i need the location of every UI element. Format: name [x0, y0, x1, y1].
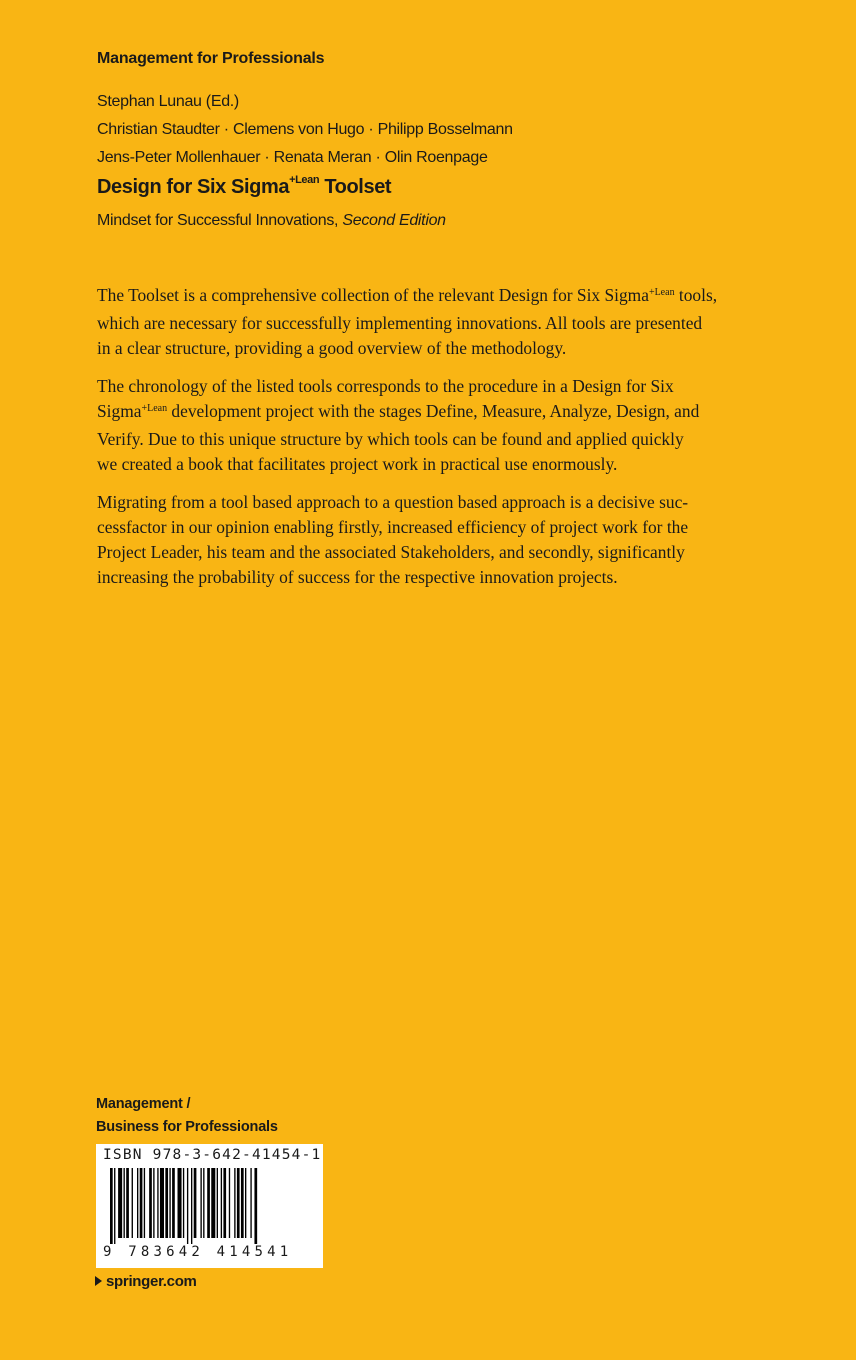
- category-line-2: Business for Professionals: [96, 1119, 278, 1135]
- blurb-paragraph-1: [97, 283, 769, 361]
- barcode-bar: [169, 1168, 170, 1238]
- barcode-bar: [153, 1168, 154, 1238]
- barcode-bar: [160, 1168, 164, 1238]
- barcode-bar: [200, 1168, 201, 1238]
- barcode-bar: [165, 1168, 168, 1238]
- barcode-bar: [254, 1168, 257, 1244]
- barcode-bar: [207, 1168, 210, 1238]
- barcode-bar: [157, 1168, 158, 1238]
- blurb-line: in a clear structure, providing a good overview of the methodology.: [97, 338, 567, 358]
- isbn-label: ISBN 978-3-642-41454-1: [103, 1147, 322, 1163]
- barcode-bar: [203, 1168, 204, 1238]
- blurb-line: Project Leader, his team and the associated Stakeholders, and secondly, significantly: [97, 542, 685, 562]
- barcode-bar: [211, 1168, 215, 1238]
- blurb-paragraph-2: [97, 374, 769, 477]
- barcode-digits: 9 783642 414541: [103, 1244, 293, 1260]
- barcode-bar: [237, 1168, 240, 1238]
- barcode-bar: [172, 1168, 175, 1238]
- isbn-barcode: [96, 1144, 323, 1268]
- barcode-bar: [245, 1168, 246, 1238]
- barcode-bar: [223, 1168, 226, 1238]
- blurb-line: Migrating from a tool based approach to a question based approach is a decisive suc-: [97, 492, 689, 512]
- barcode-bar: [110, 1168, 113, 1244]
- barcode-bar: [241, 1168, 244, 1238]
- authors-line-1: Christian Staudter · Clemens von Hugo · Philipp Bosselmann: [97, 121, 513, 138]
- barcode-bar: [250, 1168, 251, 1238]
- publisher-website[interactable]: [95, 1273, 197, 1290]
- book-subtitle: [97, 212, 446, 230]
- subtitle-edition: Second Edition: [342, 212, 446, 229]
- barcode-bars: [110, 1168, 310, 1244]
- website-text: springer.com: [106, 1273, 197, 1290]
- barcode-bar: [124, 1168, 125, 1238]
- blurb-line: which are necessary for successfully implementing innovations. All tools are presented: [97, 313, 703, 333]
- barcode-bar: [144, 1168, 145, 1238]
- blurb-line: cessfactor in our opinion enabling firstly, increased efficiency of project work for the: [97, 517, 689, 537]
- editor-name: Stephan Lunau (Ed.): [97, 93, 239, 110]
- blurb-text-run: development project with the stages Define, Measure, Analyze, Design, and: [167, 401, 700, 421]
- barcode-bar: [149, 1168, 152, 1238]
- subtitle-text: Mindset for Successful Innovations,: [97, 212, 339, 229]
- barcode-bar: [114, 1168, 115, 1244]
- blurb-line: The chronology of the listed tools corresponds to the procedure in a Design for Six: [97, 376, 674, 396]
- blurb-line: [97, 283, 769, 311]
- title-suffix: Toolset: [324, 176, 392, 198]
- book-title: [97, 176, 391, 199]
- barcode-bar: [178, 1168, 182, 1238]
- blurb-line: increasing the probability of success for the respective innovation projects.: [97, 567, 618, 587]
- title-superscript: +Lean: [289, 174, 320, 187]
- barcode-bar: [234, 1168, 235, 1238]
- lean-superscript: +Lean: [141, 403, 168, 414]
- title-main: Design for Six Sigma: [97, 176, 290, 198]
- barcode-bar: [126, 1168, 129, 1238]
- barcode-bar: [118, 1168, 122, 1238]
- blurb-line: we created a book that facilitates project work in practical use enormously.: [97, 454, 618, 474]
- category-line-1: Management /: [96, 1096, 191, 1112]
- barcode-bar: [183, 1168, 184, 1238]
- blurb-text-run: The Toolset is a comprehensive collection of the relevant Design for Six Sigma: [97, 285, 649, 305]
- barcode-bar: [229, 1168, 230, 1238]
- blurb-line: [97, 399, 769, 427]
- barcode-bar: [191, 1168, 192, 1244]
- blurb-text-run: tools,: [674, 285, 718, 305]
- barcode-bar: [194, 1168, 197, 1238]
- barcode-bar: [137, 1168, 138, 1238]
- lean-superscript: +Lean: [648, 287, 675, 298]
- blurb-text: [97, 283, 769, 603]
- barcode-bar: [221, 1168, 222, 1238]
- subject-category: [96, 1093, 278, 1139]
- barcode-bar: [217, 1168, 218, 1238]
- blurb-line: Verify. Due to this unique structure by which tools can be found and applied quickly: [97, 429, 684, 449]
- series-name: Management for Professionals: [97, 50, 325, 67]
- barcode-bar: [132, 1168, 133, 1238]
- blurb-paragraph-3: [97, 490, 769, 590]
- barcode-bar: [140, 1168, 143, 1238]
- authors-line-2: Jens-Peter Mollenhauer · Renata Meran · Olin Roenpage: [97, 149, 488, 166]
- blurb-text-run: Sigma: [97, 401, 142, 421]
- arrow-right-icon: [95, 1276, 102, 1286]
- barcode-bar: [187, 1168, 188, 1244]
